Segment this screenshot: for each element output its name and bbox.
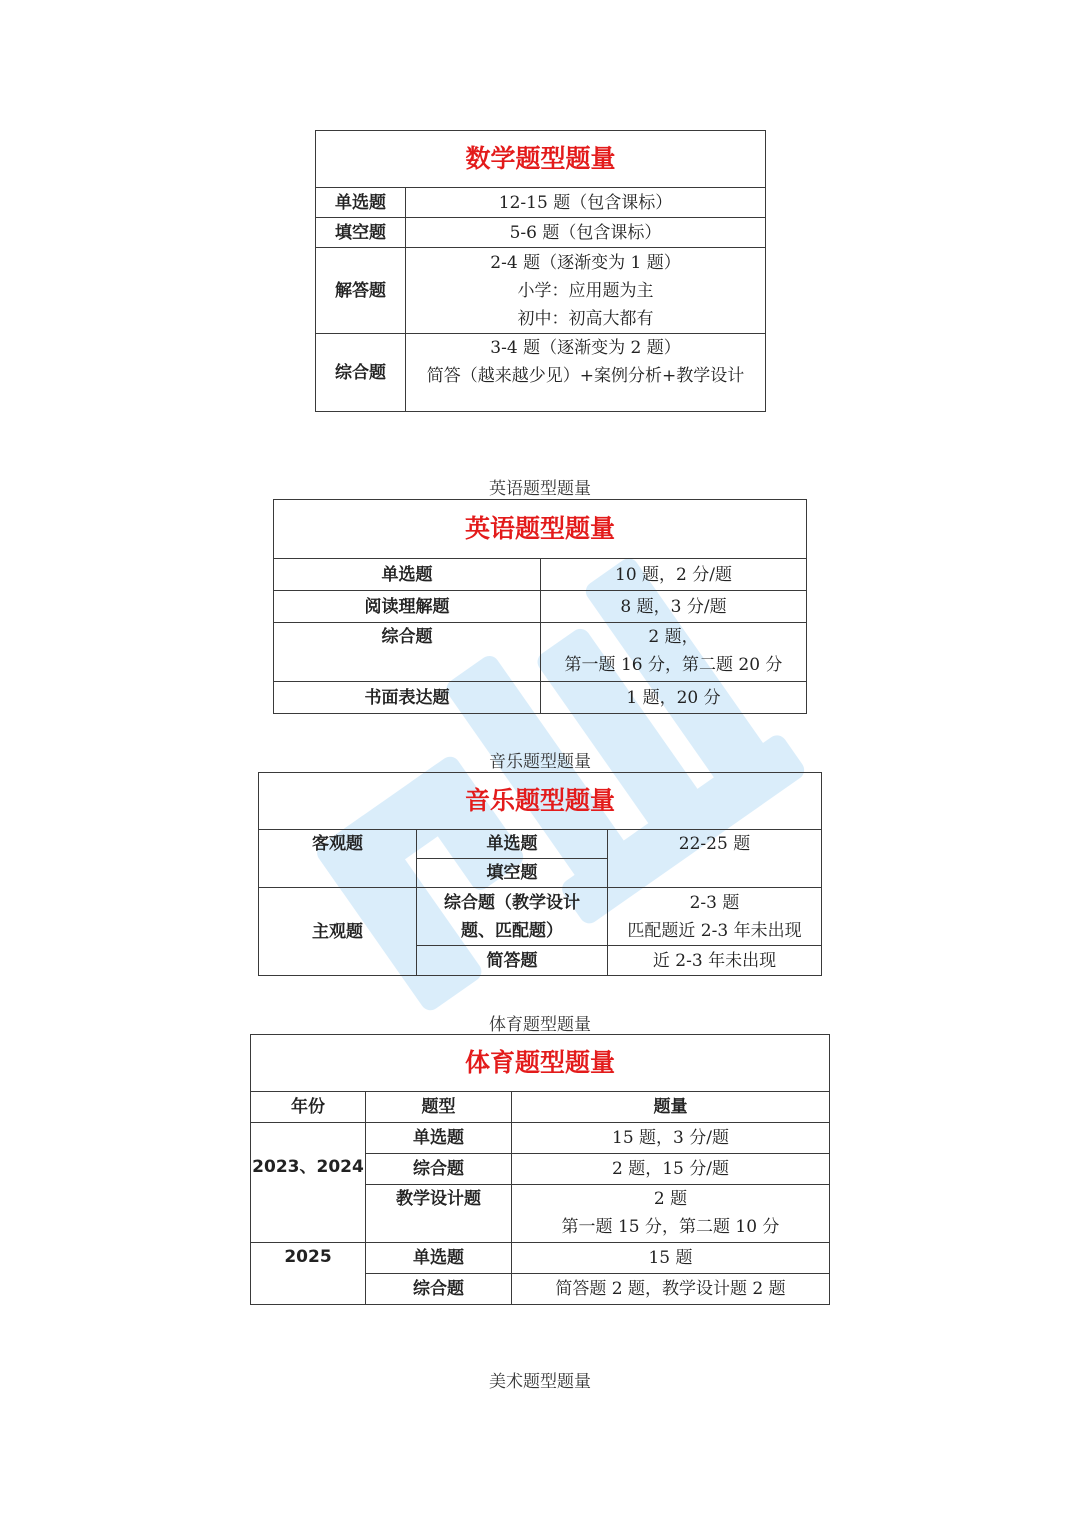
english-type-comprehensive: 综合题 [274, 623, 541, 682]
music-type-single: 单选题 [417, 830, 608, 859]
english-title: 英语题型题量 [274, 500, 807, 559]
math-count-answer [406, 248, 766, 334]
pe-table [250, 1034, 830, 1305]
english-type-single: 单选题 [274, 559, 541, 591]
pe-count: 15 题 [512, 1243, 830, 1274]
pe-count: 2 题，15 分/题 [512, 1154, 830, 1185]
math-type-comprehensive: 综合题 [316, 334, 406, 412]
music-count-comprehensive [608, 888, 822, 946]
pe-type: 教学设计题 [366, 1185, 512, 1243]
math-type-single: 单选题 [316, 188, 406, 218]
math-answer-line: 小学：应用题为主 [517, 280, 654, 301]
music-type-fill: 填空题 [417, 859, 608, 888]
math-count-single: 12-15 题（包含课标） [406, 188, 766, 218]
english-table [273, 499, 807, 714]
pe-year-2025: 2025 [251, 1243, 366, 1305]
pe-header-year: 年份 [251, 1092, 366, 1123]
math-type-fill: 填空题 [316, 218, 406, 248]
english-type-writing: 书面表达题 [274, 682, 541, 714]
music-count-short: 近 2-3 年未出现 [608, 946, 822, 976]
music-type-comprehensive [417, 888, 608, 946]
english-count-reading: 8 题，3 分/题 [541, 591, 807, 623]
english-count-writing: 1 题，20 分 [541, 682, 807, 714]
music-comp-count-line: 匹配题近 2-3 年未出现 [627, 920, 802, 941]
math-comp-line: 简答（越来越少见）+案例分析+教学设计 [426, 366, 745, 386]
art-caption: 美术题型题量 [489, 1372, 591, 1392]
pe-type: 综合题 [366, 1274, 512, 1305]
english-comp-line: 第一题 16 分，第二题 20 分 [564, 655, 783, 675]
math-title: 数学题型题量 [316, 131, 766, 188]
music-caption: 音乐题型题量 [489, 752, 591, 772]
english-caption: 英语题型题量 [489, 479, 591, 499]
music-comp-count-line: 2-3 题 [689, 892, 740, 913]
music-type-short: 简答题 [417, 946, 608, 976]
math-comp-line: 3-4 题（逐渐变为 2 题） [490, 338, 681, 358]
music-comp-line: 题、匹配题） [461, 920, 563, 941]
english-count-comprehensive [541, 623, 807, 682]
pe-type: 综合题 [366, 1154, 512, 1185]
math-table [315, 130, 766, 412]
music-objective: 客观题 [259, 830, 417, 888]
pe-count: 15 题，3 分/题 [512, 1123, 830, 1154]
pe-type: 单选题 [366, 1123, 512, 1154]
math-count-fill: 5-6 题（包含课标） [406, 218, 766, 248]
math-type-answer: 解答题 [316, 248, 406, 334]
pe-design-line: 2 题 [653, 1189, 688, 1209]
math-count-comprehensive [406, 334, 766, 412]
pe-title: 体育题型题量 [251, 1035, 830, 1092]
music-title: 音乐题型题量 [259, 773, 822, 830]
pe-header-count: 题量 [512, 1092, 830, 1123]
english-count-single: 10 题，2 分/题 [541, 559, 807, 591]
math-answer-line: 初中：初高大都有 [517, 308, 654, 329]
pe-design-line: 第一题 15 分，第二题 10 分 [561, 1217, 780, 1237]
music-table [258, 772, 822, 976]
pe-count: 简答题 2 题，教学设计题 2 题 [512, 1274, 830, 1305]
english-comp-line: 2 题， [648, 627, 699, 647]
music-subjective: 主观题 [259, 888, 417, 976]
pe-type: 单选题 [366, 1243, 512, 1274]
music-comp-line: 综合题（教学设计 [444, 892, 580, 913]
pe-year-2023-2024: 2023、2024 [251, 1123, 366, 1243]
music-objective-count: 22-25 题 [608, 830, 822, 888]
pe-header-type: 题型 [366, 1092, 512, 1123]
pe-caption: 体育题型题量 [489, 1015, 591, 1035]
english-type-reading: 阅读理解题 [274, 591, 541, 623]
pe-count [512, 1185, 830, 1243]
math-answer-line: 2-4 题（逐渐变为 1 题） [490, 252, 681, 273]
